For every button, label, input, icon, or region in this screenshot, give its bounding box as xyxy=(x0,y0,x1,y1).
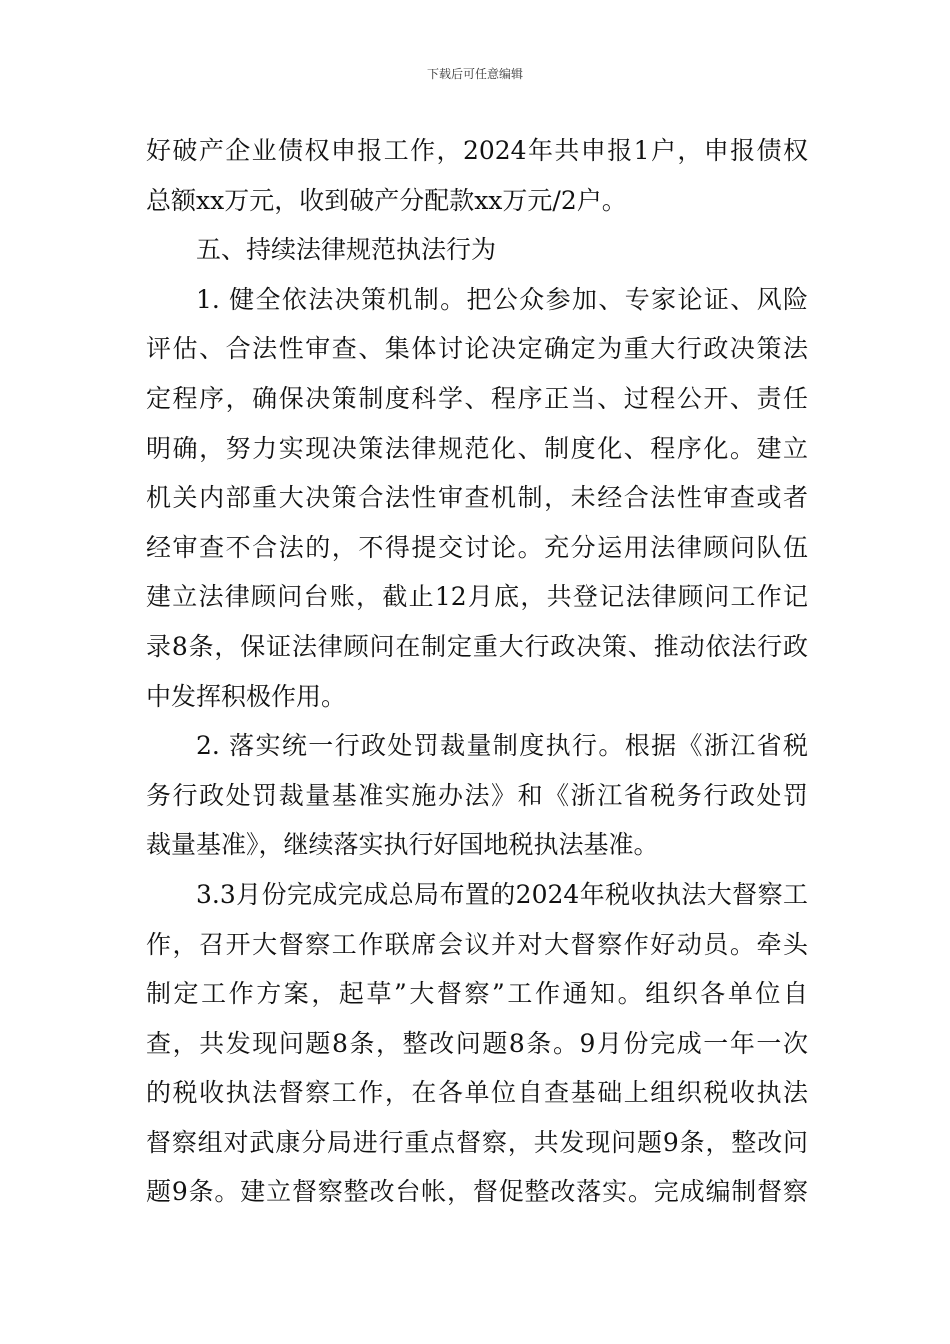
text-line: 作，召开大督察工作联席会议并对大督察作好动员。牵头 xyxy=(146,929,808,959)
text-line: 定程序，确保决策制度科学、程序正当、过程公开、责任 xyxy=(146,383,808,413)
text-line: 建立法律顾问台账，截止12月底，共登记法律顾问工作记 xyxy=(146,582,808,612)
text-line: 督察组对武康分局进行重点督察，共发现问题9条，整改问 xyxy=(146,1127,808,1157)
text-line: 经审查不合法的，不得提交讨论。充分运用法律顾问队伍 xyxy=(146,532,808,562)
document-body xyxy=(146,126,808,1217)
paragraph-start: 3.3月份完成完成总局布置的2024年税收执法大督察工 xyxy=(196,879,808,909)
text-line: 好破产企业债权申报工作，2024年共申报1户，申报债权 xyxy=(146,136,808,165)
paragraph-start: 1. 健全依法决策机制。把公众参加、专家论证、风险 xyxy=(196,284,808,314)
text-line: 评估、合法性审查、集体讨论决定确定为重大行政决策法 xyxy=(146,334,808,364)
text-line: 明确，努力实现决策法律规范化、制度化、程序化。建立 xyxy=(146,433,808,463)
text-line: 总额xx万元，收到破产分配款xx万元/2户。 xyxy=(146,185,627,215)
text-line: 务行政处罚裁量基准实施办法》和《浙江省税务行政处罚 xyxy=(146,780,808,810)
text-line: 题9条。建立督察整改台帐，督促整改落实。完成编制督察 xyxy=(146,1177,808,1207)
text-line: 机关内部重大决策合法性审查机制，未经合法性审查或者 xyxy=(146,483,808,513)
text-line: 中发挥积极作用。 xyxy=(146,681,347,711)
text-line: 的税收执法督察工作，在各单位自查基础上组织税收执法 xyxy=(146,1078,808,1108)
text-line: 裁量基准》，继续落实执行好国地税执法基准。 xyxy=(146,830,659,860)
paragraph-start: 2. 落实统一行政处罚裁量制度执行。根据《浙江省税 xyxy=(196,731,808,761)
text-line: 录8条，保证法律顾问在制定重大行政决策、推动依法行政 xyxy=(146,631,808,661)
text-line: 制定工作方案，起草”大督察”工作通知。组织各单位自 xyxy=(146,979,808,1009)
text-line: 查，共发现问题8条，整改问题8条。9月份完成一年一次 xyxy=(146,1028,808,1058)
section-heading: 五、持续法律规范执法行为 xyxy=(196,235,497,265)
page-header: 下载后可任意编辑 xyxy=(426,67,523,81)
